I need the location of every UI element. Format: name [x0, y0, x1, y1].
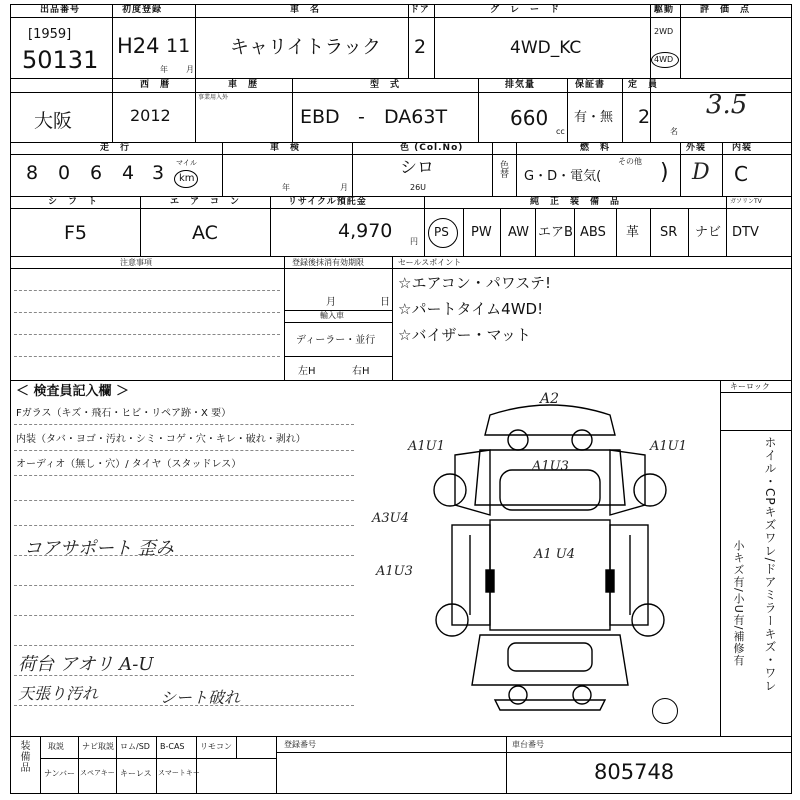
inspection-month-unit: 月: [340, 183, 348, 192]
color-change-label: 色替: [498, 160, 508, 178]
reg-no-label: 登録番号: [284, 740, 316, 749]
rear-wheel-left: [509, 686, 527, 704]
shift-value: F5: [64, 222, 88, 244]
bottom-number: ナンバー: [44, 769, 76, 778]
left-wheel-upper: [434, 474, 466, 506]
reg-valid-header: 登録後抹消有効期限: [292, 258, 364, 267]
right-bed-side: [610, 525, 648, 625]
model-header: 型 式: [370, 80, 401, 90]
mileage-digit: 3: [152, 162, 165, 184]
equipment-dtv: DTV: [732, 225, 759, 240]
equipment-aw: AW: [508, 225, 530, 240]
sales-point-header: セールスポイント: [398, 258, 462, 267]
lot-no-header: 出品番号: [40, 5, 81, 15]
tv-header: ガソリンTV: [730, 198, 762, 205]
inspector-header: ＜ 検査員記入欄 ＞: [16, 384, 130, 399]
exterior-header: 外装: [686, 143, 707, 153]
interior-value: C: [734, 162, 748, 186]
equipment-navi: ナビ: [695, 225, 722, 240]
doors-header: ドア: [410, 5, 430, 15]
note-bed-gate: 荷台 アオリ A-U: [18, 654, 154, 675]
color-no: 26U: [410, 183, 427, 192]
history-sub: 事業用入外: [198, 94, 229, 101]
car-number-label: 車台番号: [512, 740, 544, 749]
inspection-header: 車 検: [270, 143, 301, 153]
area-value: 大阪: [34, 110, 73, 132]
car-number-value: 805748: [594, 760, 675, 784]
bottom-manual: 取説: [48, 742, 64, 751]
capacity-value: 2: [638, 106, 651, 128]
interior-header: 内装: [732, 143, 753, 153]
fuel-other-label: その他: [618, 157, 642, 166]
warranty-value: 有・無: [574, 110, 614, 125]
equipment-header: 純 正 装 備 品: [530, 197, 621, 207]
mileage-digits: [22, 160, 182, 190]
recycle-header: リサイクル預託金: [288, 197, 367, 207]
fuel-close: ): [660, 160, 669, 185]
first-reg-era: H24: [117, 34, 160, 58]
shift-header: シ フ ト: [48, 197, 99, 207]
handle-right: 右H: [352, 366, 370, 377]
score-handwritten: 3.5: [706, 90, 748, 120]
bottom-navi-manual: ナビ取説: [82, 742, 114, 751]
note-headliner: 天張り汚れ: [18, 684, 99, 703]
sales-point-3: ☆バイザー・マット: [398, 326, 531, 344]
first-reg-header: 初度登録: [122, 5, 163, 15]
grade-header: グ レ ー ド: [490, 5, 561, 15]
mark-a1u1-left: A1U1: [408, 439, 445, 454]
color-header: 色 (Col.No): [400, 143, 464, 153]
mileage-digit: 8: [26, 162, 39, 184]
mark-a2: A2: [540, 391, 560, 407]
bottom-bcas: B-CAS: [160, 742, 185, 751]
year-value: 2012: [130, 106, 171, 125]
model-b-value: DA63T: [384, 106, 448, 128]
equipment-leather: 革: [626, 225, 640, 240]
displacement-header: 排気量: [505, 80, 536, 90]
mileage-digit: 0: [58, 162, 71, 184]
mark-a1u4-bed: A1 U4: [534, 547, 576, 562]
mark-a1u3-top: A1U3: [532, 459, 569, 474]
side-text-2: 小キズ有/小U有/補修有: [732, 540, 745, 667]
displacement-value: 660: [510, 106, 549, 130]
aircon-header: エ ア コ ン: [170, 197, 241, 207]
equipment-pw: PW: [471, 225, 492, 240]
equipment-sr: SR: [660, 225, 678, 240]
mark-a1u3-left: A1U3: [376, 564, 413, 579]
bottom-circle: [652, 698, 678, 724]
reg-valid-month: 月: [326, 297, 336, 308]
fuel-options: G・D・電気(: [524, 169, 602, 184]
side-text-1: ホイル・CPキズワレ/ドアミラーキズ・ワレ: [763, 436, 777, 693]
history-header: 車 歴: [228, 80, 259, 90]
capacity-unit: 名: [670, 127, 678, 136]
truck-bed: [490, 520, 610, 630]
model-a-value: EBD: [300, 106, 340, 128]
mileage-header: 走 行: [100, 143, 131, 153]
grade-value: 4WD_KC: [510, 38, 582, 58]
mileage-digit: 4: [122, 162, 135, 184]
drive-4wd: 4WD: [654, 55, 674, 64]
rear-wheel-right: [573, 686, 591, 704]
handle-left: 左H: [298, 366, 316, 377]
bottom-spare-key: スペアキー: [80, 769, 115, 777]
lot-number: 50131: [22, 46, 99, 74]
doors-value: 2: [414, 36, 427, 58]
bottom-smart-key: スマートキー: [158, 769, 200, 777]
score-header: 評 価 点: [700, 5, 751, 15]
sales-point-2: ☆パートタイム4WD!: [398, 300, 544, 318]
reg-valid-day: 日: [380, 297, 390, 308]
exterior-handwritten: D: [692, 160, 710, 185]
mileage-unit-km: km: [179, 173, 195, 184]
recycle-value: 4,970: [338, 220, 393, 242]
equipment-vertical: 装備品: [18, 740, 29, 773]
capacity-header: 定 員: [628, 80, 659, 90]
recycle-unit: 円: [410, 237, 418, 246]
model-dash: -: [358, 106, 365, 128]
note-core-support: コアサポート 歪み: [24, 538, 174, 559]
warranty-header: 保証書: [575, 80, 606, 90]
inspector-line-1: Fガラス（キズ・飛石・ヒビ・リペア跡・X 要）: [16, 408, 232, 419]
first-reg-month-unit: 月: [186, 65, 194, 74]
equipment-abs: ABS: [580, 225, 606, 240]
first-reg-year-unit: 年: [160, 65, 168, 74]
mark-a1u1-right: A1U1: [650, 439, 687, 454]
bottom-keyless: キーレス: [120, 769, 152, 778]
lot-prefix: [1959]: [28, 27, 72, 42]
cab-roof-outline: [485, 405, 615, 435]
equipment-ps: PS: [434, 225, 449, 239]
bottom-remote: リモコン: [200, 742, 232, 751]
displacement-unit: cc: [556, 127, 565, 136]
sales-point-1: ☆エアコン・パワステ!: [398, 274, 551, 292]
car-name-header: 車 名: [290, 5, 321, 15]
mileage-digit: 6: [90, 162, 103, 184]
mark-a3u4: A3U4: [372, 511, 409, 526]
right-wheel-upper: [634, 474, 666, 506]
year-header: 西 暦: [140, 80, 171, 90]
inspection-year-unit: 年: [282, 183, 290, 192]
rear-window: [508, 643, 592, 671]
inspector-line-3: オーディオ（無し・穴）/ タイヤ（スタッドレス）: [16, 459, 242, 470]
inspector-line-2: 内装（タバ・ヨゴ・汚れ・シミ・コゲ・穴・キレ・破れ・剥れ）: [16, 434, 306, 445]
car-name-value: キャリイトラック: [230, 36, 382, 58]
key-lock-header: キーロック: [730, 382, 770, 391]
left-bed-side: [452, 525, 490, 625]
fuel-header: 燃 料: [580, 143, 611, 153]
first-reg-month: 11: [166, 35, 191, 57]
dealer-parallel: ディーラー・並行: [296, 335, 376, 346]
notes-header: 注意事項: [120, 258, 152, 267]
windshield: [500, 470, 600, 510]
color-name: シロ: [400, 158, 434, 178]
note-seat: シート破れ: [160, 688, 241, 707]
bottom-rom-sd: ロム/SD: [120, 742, 150, 751]
mileage-unit-mile: マイル: [176, 159, 197, 167]
drive-2wd: 2WD: [654, 27, 674, 36]
drive-header: 駆動: [654, 5, 675, 15]
equipment-airbag: エアB: [538, 225, 573, 240]
import-car-header: 輸入車: [320, 311, 344, 320]
aircon-value: AC: [192, 222, 218, 244]
front-wheel-right-top: [572, 430, 592, 450]
front-wheel-left-top: [508, 430, 528, 450]
